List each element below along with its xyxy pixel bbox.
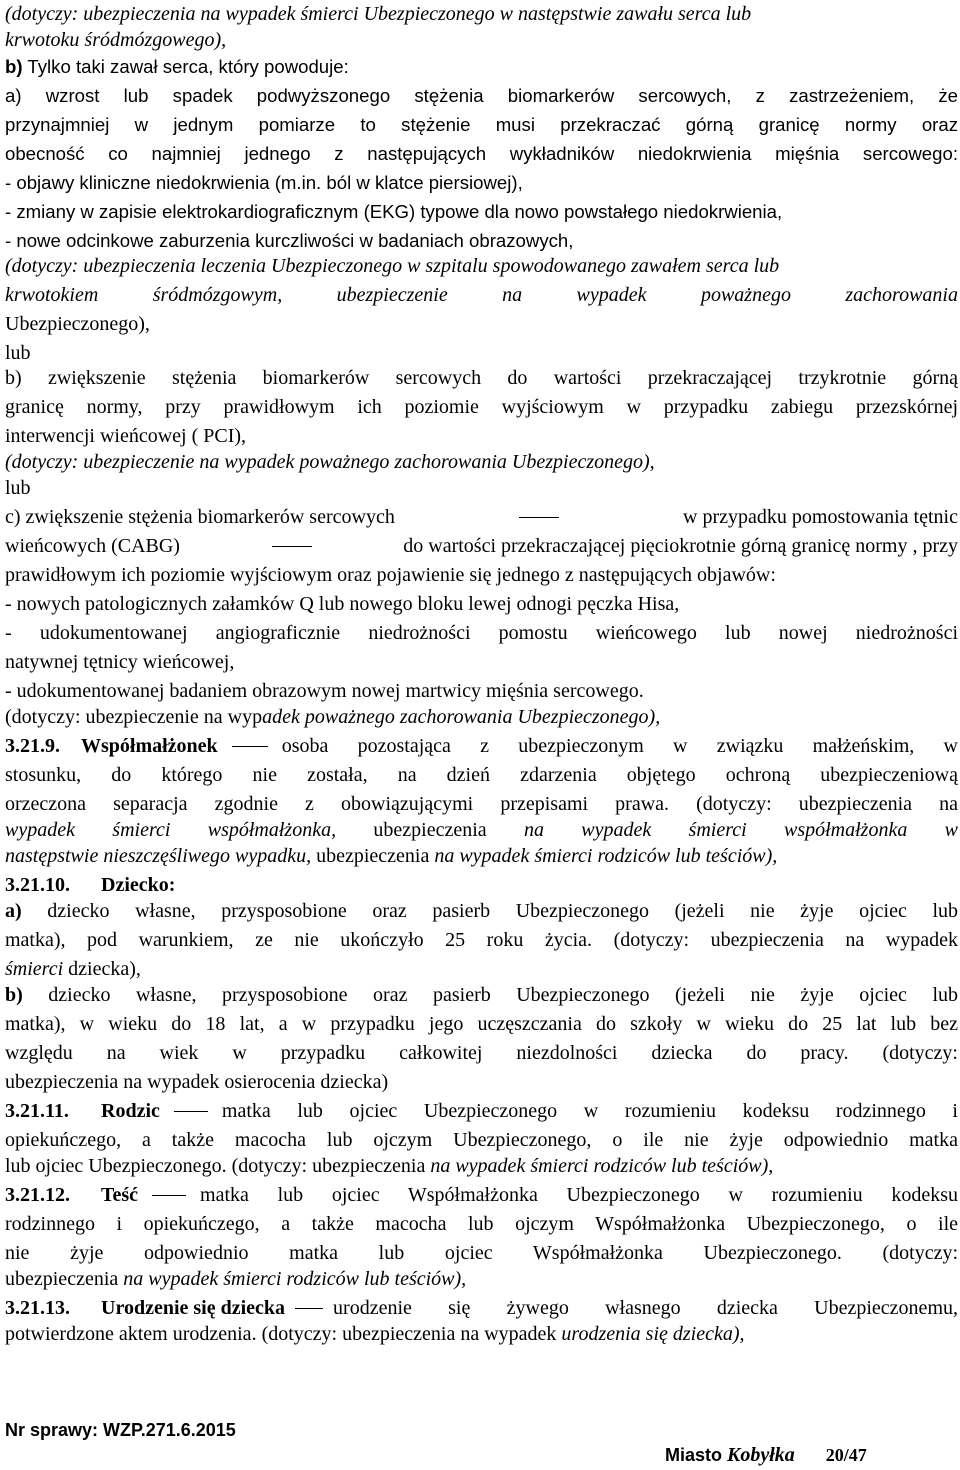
text-line: Ubezpieczonego), <box>5 313 150 335</box>
text-line: (dotyczy: ubezpieczenie na wypadek poważnego zachorowania Ubezpieczonego), <box>5 451 655 473</box>
em-dash <box>272 546 312 547</box>
text-line <box>5 168 523 197</box>
text-span: do wartości przekraczającej pięciokrotnie górną granicę normy , przy <box>403 535 958 557</box>
text-line: - nowe odcinkowe zaburzenia kurczliwości w badaniach obrazowych, <box>5 230 574 251</box>
text-span: na wypadek śmierci współmałżonka w <box>523 819 958 841</box>
term-title: Teść <box>101 1184 139 1206</box>
list-marker: b) <box>5 984 23 1006</box>
text-line <box>5 1320 745 1349</box>
text-line <box>5 981 958 1010</box>
text-span: ból w klatce piersiowej), <box>321 172 523 193</box>
text-line: opiekuńczego, a także macocha lub ojczym Ubezpieczonego, o ile nie żyje odpowiednio matka <box>5 1129 958 1151</box>
text-line: interwencji wieńcowej ( PCI), <box>5 425 247 447</box>
text-line: matka), w wieku do 18 lat, a w przypadku jego uczęszczania do szkoły w wieku do 25 lat lub bez <box>5 1013 958 1035</box>
text-line: - zmiany w zapisie elektrokardiograficznym (EKG) typowe dla nowo powstałego niedokrwienia, <box>5 201 783 222</box>
term-title: Dziecko: <box>101 874 176 896</box>
text-span: na wypadek śmierci rodziców lub teściów), <box>123 1268 467 1290</box>
text-span: ubezpieczenia <box>336 819 524 841</box>
text-span: urodzenie się żywego własnego dziecka Ubezpieczonemu, <box>333 1297 958 1319</box>
em-dash <box>519 517 559 518</box>
text-line <box>5 842 777 871</box>
text-line: krwotoku śródmózgowego), <box>5 29 227 51</box>
text-line: - nowych patologicznych załamków Q lub nowego bloku lewej odnogi pęczka Hisa, <box>5 593 680 615</box>
text-line <box>5 897 958 926</box>
text-span: dziecko własne, przysposobione oraz pasierb Ubezpieczonego (jeżeli nie żyje ojciec lub <box>22 984 958 1006</box>
text-line: rodzinnego i opiekuńczego, a także macocha lub ojczym Współmałżonka Ubezpieczonego, o ile <box>5 1213 958 1235</box>
text-span: następstwie nieszczęśliwego wypadku, <box>5 845 312 867</box>
text-line: przynajmniej w jednym pomiarze to stężenie musi przekraczać górną granicę normy oraz <box>5 114 958 135</box>
text-line <box>5 703 660 732</box>
text-span: - objawy kliniczne niedokrwienia (m.in. <box>5 172 322 193</box>
text-span: (dotyczy: ubezpieczenie na wyp <box>5 706 263 728</box>
section-number: 3.21.10. <box>5 874 70 896</box>
case-number: Nr sprawy: WZP.271.6.2015 <box>5 1420 236 1440</box>
text-line <box>5 1152 773 1181</box>
section-3-21-9-heading <box>5 732 958 761</box>
text-line: a) wzrost lub spadek podwyższonego stężenia biomarkerów sercowych, z zastrzeżeniem, że <box>5 85 958 106</box>
section-3-21-11-heading <box>5 1097 958 1126</box>
text-span: dziecko własne, przysposobione oraz pasierb Ubezpieczonego (jeżeli nie żyje ojciec lub <box>21 900 958 922</box>
text-line: prawidłowym ich poziomie wyjściowym oraz pojawienie się jednego z następujących objawów: <box>5 564 776 586</box>
text-line: granicę normy, przy prawidłowym ich poziomie wyjściowym w przypadku zabiegu przezskórnej <box>5 396 958 418</box>
text-span: adek poważnego zachorowania Ubezpieczonego), <box>262 706 661 728</box>
text-line <box>5 816 958 845</box>
em-dash <box>152 1195 186 1196</box>
section-number: 3.21.13. <box>5 1297 70 1319</box>
text-line: (dotyczy: ubezpieczenia leczenia Ubezpieczonego w szpitalu spowodowanego zawałem serca lub <box>5 255 780 277</box>
text-line: - udokumentowanej badaniem obrazowym nowej martwicy mięśnia sercowego. <box>5 680 644 702</box>
city-label: Miasto <box>665 1445 723 1465</box>
text-line: matka), pod warunkiem, ze nie ukończyło 25 roku życia. (dotyczy: ubezpieczenia na wypadek <box>5 929 958 951</box>
text-line <box>5 1265 466 1294</box>
text-line: krwotokiem śródmózgowym, ubezpieczenie na wypadek poważnego zachorowania <box>5 284 958 306</box>
text-line <box>5 532 958 561</box>
footer-city <box>665 1441 867 1470</box>
text-span: na wypadek śmierci rodziców lub teściów), <box>430 1155 774 1177</box>
text-line: natywnej tętnicy wieńcowej, <box>5 651 235 673</box>
city-name: Kobyłka <box>727 1444 795 1466</box>
term-title: Urodzenie się dziecka <box>101 1297 286 1319</box>
section-3-21-13-heading <box>5 1294 958 1323</box>
text-span: lub ojciec Ubezpieczonego. (dotyczy: ubezpieczenia <box>5 1155 431 1177</box>
text-line <box>5 503 958 532</box>
list-marker: b) <box>5 56 23 77</box>
text-span: Tylko taki zawał serca, który powoduje: <box>22 56 349 77</box>
text-span: c) zwiększenie stężenia biomarkerów sercowych <box>5 506 395 528</box>
text-line: - udokumentowanej angiograficznie niedrożności pomostu wieńcowego lub nowej niedrożności <box>5 622 958 644</box>
text-span: śmierci <box>5 958 64 980</box>
text-span: na wypadek śmierci rodziców lub teściów), <box>434 845 778 867</box>
page-number: 20/47 <box>825 1445 867 1465</box>
section-number: 3.21.12. <box>5 1184 70 1206</box>
text-span: potwierdzone aktem urodzenia. (dotyczy: ubezpieczenia na wypadek <box>5 1323 562 1345</box>
text-line: stosunku, do którego nie została, na dzień zdarzenia objętego ochroną ubezpieczeniową <box>5 764 958 786</box>
em-dash <box>295 1308 323 1309</box>
term-title: Współmałżonek <box>81 735 218 757</box>
em-dash <box>174 1111 208 1112</box>
text-line: obecność co najmniej jednego z następujących wykładników niedokrwienia mięśnia sercowego: <box>5 143 958 164</box>
text-line: lub <box>5 477 31 499</box>
em-dash <box>232 746 268 747</box>
text-span: urodzenia się dziecka), <box>561 1323 745 1345</box>
text-line <box>5 52 349 81</box>
text-span: ubezpieczenia <box>5 1268 124 1290</box>
list-marker: a) <box>5 900 22 922</box>
text-span: ubezpieczenia <box>311 845 435 867</box>
term-title: Rodzic <box>101 1100 160 1122</box>
text-line: względu na wiek w przypadku całkowitej niezdolności dziecka do pracy. (dotyczy: <box>5 1042 958 1064</box>
section-3-21-10-heading <box>5 871 175 900</box>
text-line: b) zwiększenie stężenia biomarkerów sercowych do wartości przekraczającej trzykrotnie górną <box>5 367 958 389</box>
text-line: (dotyczy: ubezpieczenia na wypadek śmierci Ubezpieczonego w następstwie zawału serca lub <box>5 3 752 25</box>
section-number: 3.21.11. <box>5 1100 69 1122</box>
text-span: w przypadku pomostowania tętnic <box>683 506 958 528</box>
text-line <box>5 955 141 984</box>
text-span: wieńcowych (CABG) <box>5 535 180 557</box>
section-number: 3.21.9. <box>5 735 60 757</box>
text-line: ubezpieczenia na wypadek osierocenia dziecka) <box>5 1071 389 1093</box>
text-line: nie żyje odpowiednio matka lub ojciec Współmałżonka Ubezpieczonego. (dotyczy: <box>5 1242 958 1264</box>
text-span: matka lub ojciec Ubezpieczonego w rozumieniu kodeksu rodzinnego i <box>221 1100 958 1122</box>
text-span: dziecka), <box>63 958 141 980</box>
section-3-21-12-heading <box>5 1181 958 1210</box>
text-span: wypadek śmierci współmałżonka, <box>5 819 337 841</box>
text-span: matka lub ojciec Współmałżonka Ubezpieczonego w rozumieniu kodeksu <box>200 1184 958 1206</box>
text-line: lub <box>5 342 31 364</box>
text-line: orzeczona separacja zgodnie z obowiązującymi przepisami prawa. (dotyczy: ubezpieczenia na <box>5 793 958 815</box>
text-span: osoba pozostająca z ubezpieczonym w związku małżeńskim, w <box>281 735 958 757</box>
